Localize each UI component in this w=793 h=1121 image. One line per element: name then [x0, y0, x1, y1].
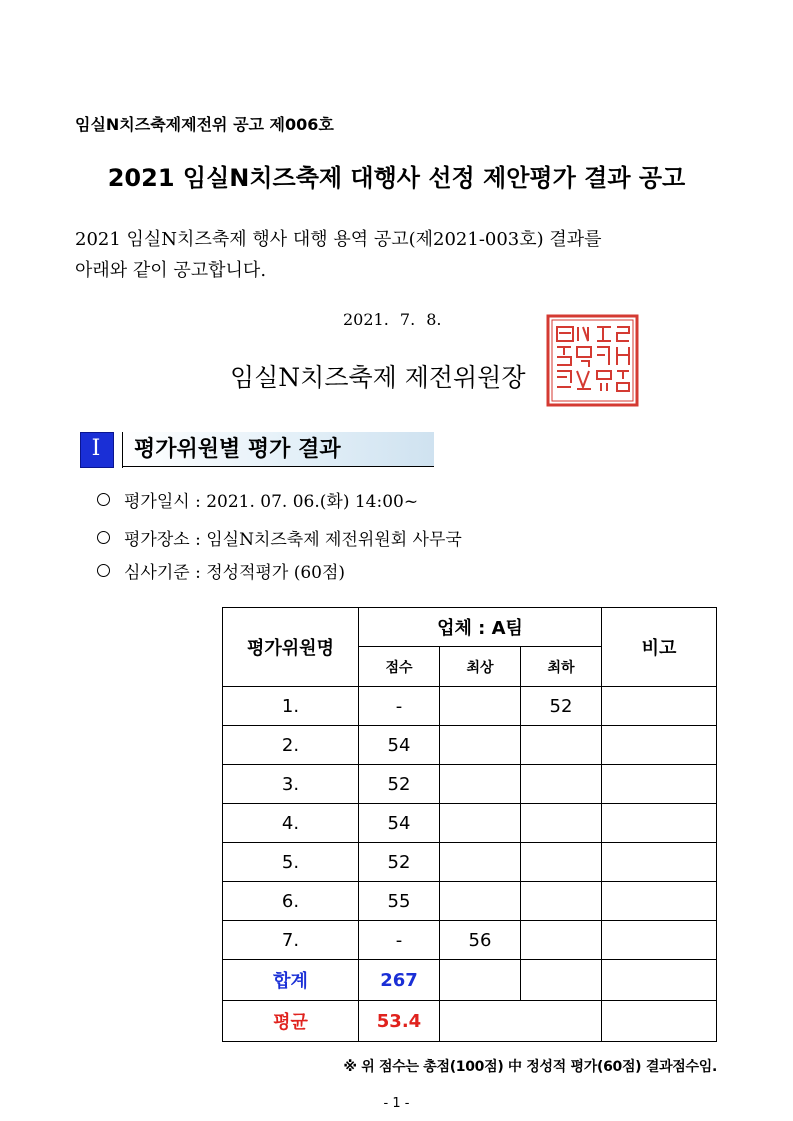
bullet-circle-icon	[97, 531, 110, 544]
cell-remarks	[602, 726, 717, 765]
average-value: 53.4	[359, 1001, 440, 1042]
cell-lowest	[521, 921, 602, 960]
bullet-item-evaluation-date	[97, 487, 418, 512]
table-total-row	[223, 960, 717, 1001]
bullet-text: 평가장소 : 임실N치즈축제 제전위원회 사무국	[124, 530, 462, 550]
header-remarks: 비고	[602, 608, 717, 687]
cell-score: 55	[359, 882, 440, 921]
table-header-row	[223, 608, 717, 647]
cell-score: 52	[359, 765, 440, 804]
intro-line-2: 아래와 같이 공고합니다.	[75, 260, 267, 281]
cell-score: 52	[359, 843, 440, 882]
bullet-item-evaluation-place	[97, 525, 462, 550]
table-row	[223, 843, 717, 882]
cell-remarks	[602, 921, 717, 960]
bullet-text: 평가일시 : 2021. 07. 06.(화) 14:00~	[124, 492, 419, 512]
section-title: 평가위원별 평가 결과	[134, 437, 341, 462]
cell-lowest	[521, 804, 602, 843]
footnote: ※ 위 점수는 총점(100점) 中 정성적 평가(60점) 결과점수임.	[343, 1059, 717, 1075]
cell-lowest	[521, 726, 602, 765]
cell-remarks	[602, 843, 717, 882]
cell-highest	[440, 765, 521, 804]
cell-score: -	[359, 687, 440, 726]
table-row	[223, 765, 717, 804]
total-value: 267	[359, 960, 440, 1001]
table-row	[223, 687, 717, 726]
bullet-circle-icon	[97, 564, 110, 577]
cell-lowest	[521, 765, 602, 804]
total-empty-cell	[440, 960, 521, 1001]
table-row	[223, 804, 717, 843]
cell-evaluator: 3.	[223, 765, 359, 804]
table-row	[223, 882, 717, 921]
signer-title: 임실N치즈축제 제전위원장	[230, 363, 526, 392]
cell-score: 54	[359, 726, 440, 765]
cell-evaluator: 7.	[223, 921, 359, 960]
header-company: 업체 : A팀	[359, 608, 602, 647]
score-table	[222, 607, 717, 1042]
document-title: 2021 임실N치즈축제 대행사 선정 제안평가 결과 공고	[107, 164, 686, 192]
header-evaluator: 평가위원명	[223, 608, 359, 687]
cell-highest	[440, 726, 521, 765]
table-row	[223, 921, 717, 960]
cell-highest	[440, 804, 521, 843]
section-number: I	[91, 436, 101, 461]
average-empty-cell	[440, 1001, 602, 1042]
average-empty-cell	[602, 1001, 717, 1042]
page-number: - 1 -	[383, 1096, 410, 1111]
bullet-item-criteria	[97, 558, 345, 583]
cell-evaluator: 1.	[223, 687, 359, 726]
cell-highest	[440, 882, 521, 921]
cell-lowest: 52	[521, 687, 602, 726]
cell-evaluator: 5.	[223, 843, 359, 882]
official-seal-stamp	[545, 313, 640, 408]
cell-evaluator: 6.	[223, 882, 359, 921]
document-date: 2021. 7. 8.	[343, 310, 442, 329]
table-average-row	[223, 1001, 717, 1042]
cell-highest	[440, 687, 521, 726]
cell-highest	[440, 843, 521, 882]
total-empty-cell	[521, 960, 602, 1001]
cell-remarks	[602, 765, 717, 804]
intro-line-1: 2021 임실N치즈축제 행사 대행 용역 공고(제2021-003호) 결과를	[75, 229, 602, 250]
subheader-score: 점수	[359, 647, 440, 687]
cell-lowest	[521, 843, 602, 882]
cell-lowest	[521, 882, 602, 921]
subheader-highest: 최상	[440, 647, 521, 687]
cell-remarks	[602, 882, 717, 921]
subheader-lowest: 최하	[521, 647, 602, 687]
total-label: 합계	[223, 960, 359, 1001]
cell-highest: 56	[440, 921, 521, 960]
bullet-circle-icon	[97, 493, 110, 506]
average-label: 평균	[223, 1001, 359, 1042]
bullet-text: 심사기준 : 정성적평가 (60점)	[124, 563, 346, 583]
cell-evaluator: 4.	[223, 804, 359, 843]
cell-score: -	[359, 921, 440, 960]
cell-remarks	[602, 687, 717, 726]
cell-remarks	[602, 804, 717, 843]
cell-score: 54	[359, 804, 440, 843]
table-row	[223, 726, 717, 765]
total-empty-cell	[602, 960, 717, 1001]
notice-number: 임실N치즈축제제전위 공고 제006호	[75, 115, 334, 134]
cell-evaluator: 2.	[223, 726, 359, 765]
section-title-divider	[122, 432, 123, 468]
